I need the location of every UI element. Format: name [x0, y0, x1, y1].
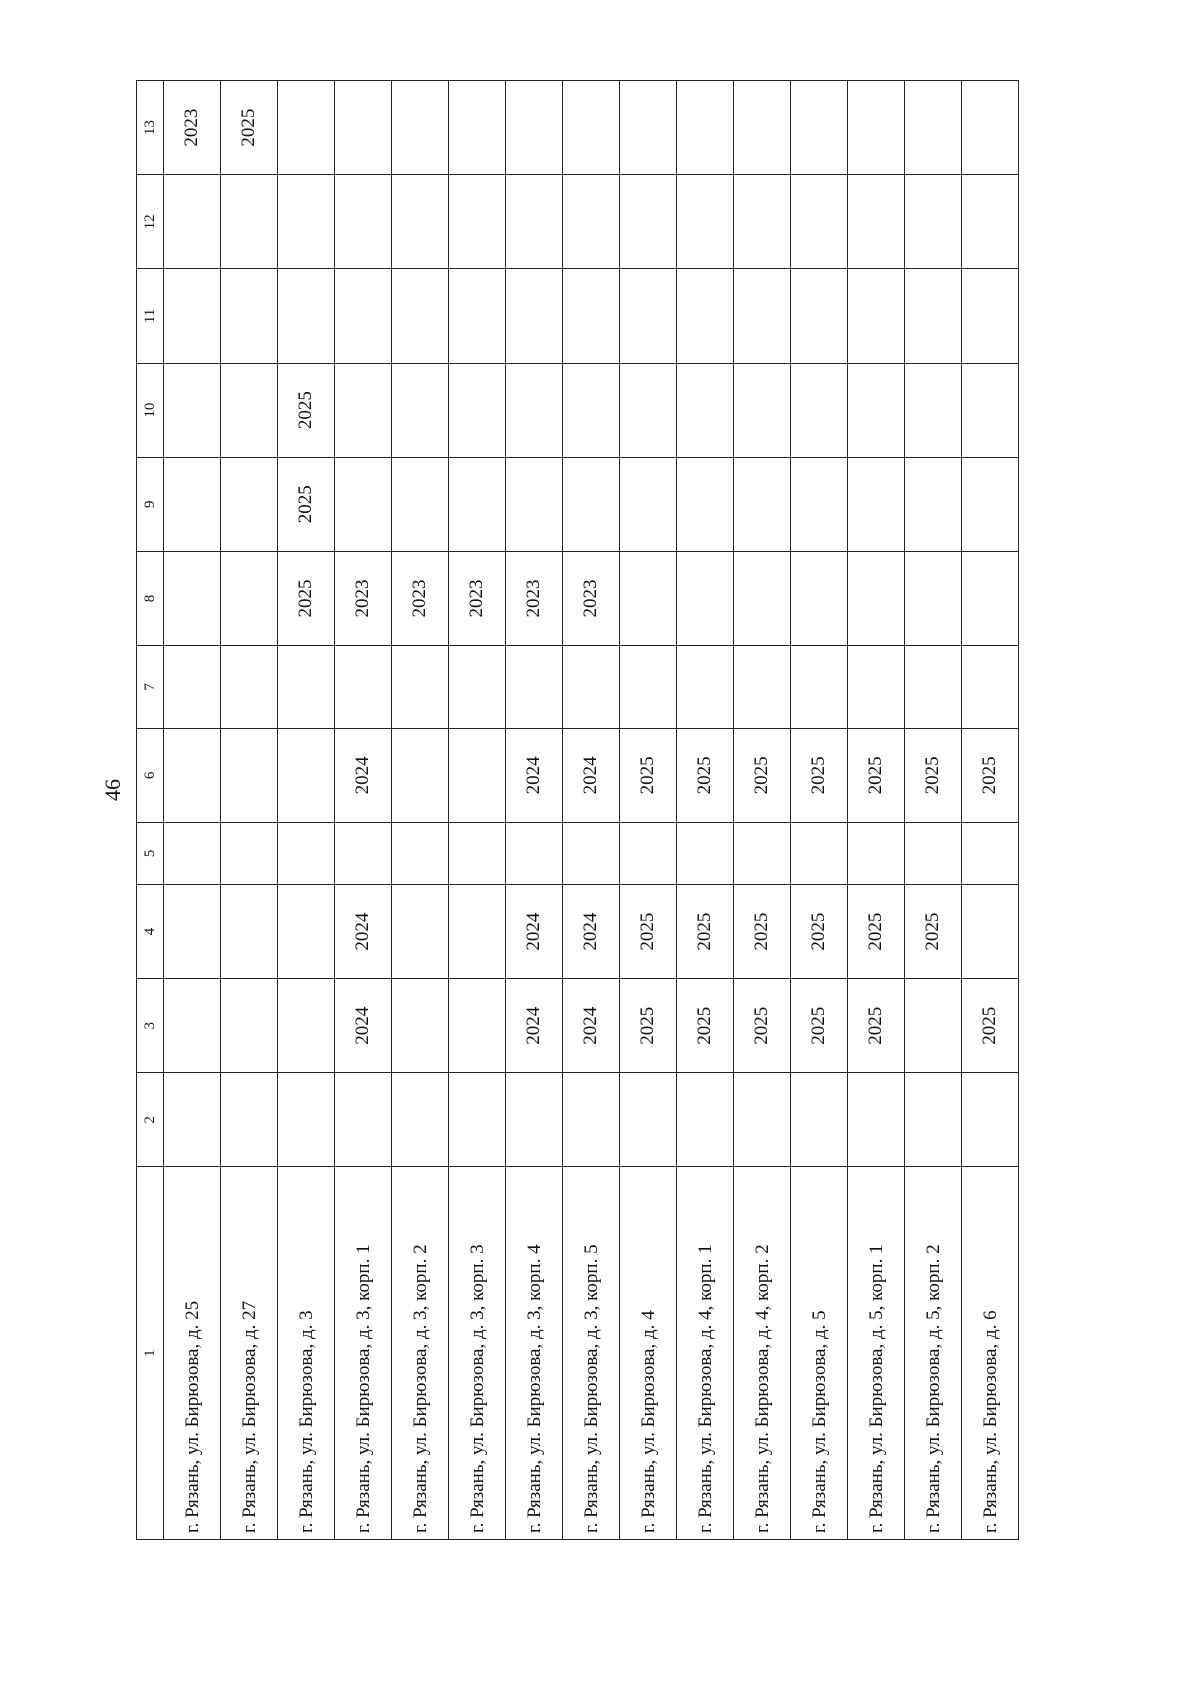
year-cell-col-6: [449, 728, 506, 822]
address-cell: г. Рязань, ул. Бирюзова, д. 3, корп. 5: [563, 1167, 620, 1540]
year-cell-col-7: [392, 646, 449, 729]
column-number-13: 13: [137, 81, 164, 175]
year-cell-col-10: [905, 363, 962, 457]
year-cell-col-9: [221, 457, 278, 551]
column-number-10: 10: [137, 363, 164, 457]
table-row: [734, 81, 791, 1540]
year-cell-col-6: 2025: [620, 728, 677, 822]
year-cell-col-8: 2023: [449, 551, 506, 645]
year-cell-col-4: 2024: [563, 885, 620, 979]
year-cell-col-8: [905, 551, 962, 645]
year-cell-col-6: 2025: [734, 728, 791, 822]
year-cell-col-4: [164, 885, 221, 979]
year-cell-col-13: 2025: [221, 81, 278, 175]
page-number: [100, 770, 126, 810]
address-cell: г. Рязань, ул. Бирюзова, д. 6: [962, 1167, 1019, 1540]
year-cell-col-10: [335, 363, 392, 457]
year-cell-col-4: 2025: [620, 885, 677, 979]
year-cell-col-7: [791, 646, 848, 729]
year-cell-col-6: 2024: [335, 728, 392, 822]
column-number-9: 9: [137, 457, 164, 551]
schedule-table: [136, 80, 1019, 1540]
year-cell-col-5: [449, 822, 506, 884]
year-cell-col-13: [677, 81, 734, 175]
year-cell-col-6: 2024: [506, 728, 563, 822]
year-cell-col-9: [848, 457, 905, 551]
year-cell-col-7: [905, 646, 962, 729]
year-cell-col-5: [392, 822, 449, 884]
address-cell: г. Рязань, ул. Бирюзова, д. 4, корп. 2: [734, 1167, 791, 1540]
year-cell-col-12: [962, 175, 1019, 269]
year-cell-col-13: [335, 81, 392, 175]
year-cell-col-12: [506, 175, 563, 269]
year-cell-col-13: [392, 81, 449, 175]
year-cell-col-12: [221, 175, 278, 269]
year-cell-col-12: [449, 175, 506, 269]
year-cell-col-11: [677, 269, 734, 363]
year-cell-col-9: [392, 457, 449, 551]
year-cell-col-7: [620, 646, 677, 729]
year-cell-col-2: [506, 1073, 563, 1167]
table-row: [791, 81, 848, 1540]
table-row: [278, 81, 335, 1540]
column-number-4: 4: [137, 885, 164, 979]
year-cell-col-9: [335, 457, 392, 551]
year-cell-col-11: [392, 269, 449, 363]
address-cell: г. Рязань, ул. Бирюзова, д. 4: [620, 1167, 677, 1540]
address-cell: г. Рязань, ул. Бирюзова, д. 3, корп. 3: [449, 1167, 506, 1540]
year-cell-col-9: [734, 457, 791, 551]
year-cell-col-2: [848, 1073, 905, 1167]
year-cell-col-4: [962, 885, 1019, 979]
table-body: [164, 81, 1019, 1540]
year-cell-col-5: [962, 822, 1019, 884]
address-cell: г. Рязань, ул. Бирюзова, д. 5, корп. 2: [905, 1167, 962, 1540]
year-cell-col-3: [164, 979, 221, 1073]
table-row: [335, 81, 392, 1540]
column-number-11: 11: [137, 269, 164, 363]
table-row: [620, 81, 677, 1540]
year-cell-col-10: [791, 363, 848, 457]
address-cell: г. Рязань, ул. Бирюзова, д. 3, корп. 2: [392, 1167, 449, 1540]
year-cell-col-3: 2024: [506, 979, 563, 1073]
year-cell-col-6: [164, 728, 221, 822]
year-cell-col-8: [164, 551, 221, 645]
column-number-7: 7: [137, 646, 164, 729]
year-cell-col-2: [335, 1073, 392, 1167]
year-cell-col-12: [563, 175, 620, 269]
year-cell-col-4: [392, 885, 449, 979]
year-cell-col-11: [734, 269, 791, 363]
year-cell-col-8: 2025: [278, 551, 335, 645]
year-cell-col-3: 2025: [791, 979, 848, 1073]
table-row: [905, 81, 962, 1540]
year-cell-col-11: [791, 269, 848, 363]
year-cell-col-8: 2023: [335, 551, 392, 645]
year-cell-col-6: 2025: [962, 728, 1019, 822]
year-cell-col-6: [392, 728, 449, 822]
year-cell-col-6: 2024: [563, 728, 620, 822]
year-cell-col-4: 2025: [734, 885, 791, 979]
table-row: [449, 81, 506, 1540]
year-cell-col-4: 2024: [506, 885, 563, 979]
address-cell: г. Рязань, ул. Бирюзова, д. 25: [164, 1167, 221, 1540]
year-cell-col-3: [905, 979, 962, 1073]
year-cell-col-8: [221, 551, 278, 645]
year-cell-col-2: [620, 1073, 677, 1167]
year-cell-col-13: [848, 81, 905, 175]
schedule-table-container: [136, 80, 1056, 1540]
year-cell-col-7: [278, 646, 335, 729]
address-cell: г. Рязань, ул. Бирюзова, д. 3: [278, 1167, 335, 1540]
address-cell: г. Рязань, ул. Бирюзова, д. 27: [221, 1167, 278, 1540]
column-number-3: 3: [137, 979, 164, 1073]
address-cell: г. Рязань, ул. Бирюзова, д. 4, корп. 1: [677, 1167, 734, 1540]
year-cell-col-11: [620, 269, 677, 363]
year-cell-col-10: [677, 363, 734, 457]
year-cell-col-5: [677, 822, 734, 884]
year-cell-col-4: [221, 885, 278, 979]
year-cell-col-12: [848, 175, 905, 269]
year-cell-col-12: [677, 175, 734, 269]
year-cell-col-11: [563, 269, 620, 363]
page-number-text: 46: [100, 779, 125, 801]
year-cell-col-8: [677, 551, 734, 645]
table-row: [563, 81, 620, 1540]
year-cell-col-2: [278, 1073, 335, 1167]
year-cell-col-3: 2024: [563, 979, 620, 1073]
year-cell-col-3: 2025: [620, 979, 677, 1073]
year-cell-col-6: 2025: [848, 728, 905, 822]
address-cell: г. Рязань, ул. Бирюзова, д. 3, корп. 4: [506, 1167, 563, 1540]
year-cell-col-13: [905, 81, 962, 175]
year-cell-col-13: [278, 81, 335, 175]
year-cell-col-10: [164, 363, 221, 457]
year-cell-col-7: [848, 646, 905, 729]
year-cell-col-13: 2023: [164, 81, 221, 175]
year-cell-col-3: 2025: [734, 979, 791, 1073]
year-cell-col-11: [449, 269, 506, 363]
year-cell-col-11: [221, 269, 278, 363]
year-cell-col-12: [335, 175, 392, 269]
year-cell-col-10: [962, 363, 1019, 457]
year-cell-col-2: [677, 1073, 734, 1167]
year-cell-col-2: [164, 1073, 221, 1167]
year-cell-col-11: [164, 269, 221, 363]
address-cell: г. Рязань, ул. Бирюзова, д. 5: [791, 1167, 848, 1540]
year-cell-col-10: [848, 363, 905, 457]
address-cell: г. Рязань, ул. Бирюзова, д. 5, корп. 1: [848, 1167, 905, 1540]
year-cell-col-9: 2025: [278, 457, 335, 551]
year-cell-col-7: [734, 646, 791, 729]
table-row: [221, 81, 278, 1540]
table-row: [506, 81, 563, 1540]
year-cell-col-11: [962, 269, 1019, 363]
year-cell-col-12: [791, 175, 848, 269]
column-number-1: 1: [137, 1167, 164, 1540]
year-cell-col-9: [905, 457, 962, 551]
year-cell-col-13: [449, 81, 506, 175]
year-cell-col-6: [221, 728, 278, 822]
address-cell: г. Рязань, ул. Бирюзова, д. 3, корп. 1: [335, 1167, 392, 1540]
year-cell-col-3: [221, 979, 278, 1073]
table-row: [164, 81, 221, 1540]
column-number-8: 8: [137, 551, 164, 645]
table-row: [677, 81, 734, 1540]
year-cell-col-2: [791, 1073, 848, 1167]
year-cell-col-9: [677, 457, 734, 551]
year-cell-col-11: [506, 269, 563, 363]
year-cell-col-3: [392, 979, 449, 1073]
year-cell-col-3: 2025: [677, 979, 734, 1073]
year-cell-col-12: [164, 175, 221, 269]
year-cell-col-7: [677, 646, 734, 729]
year-cell-col-12: [734, 175, 791, 269]
year-cell-col-2: [392, 1073, 449, 1167]
year-cell-col-4: 2025: [905, 885, 962, 979]
table-row: [848, 81, 905, 1540]
year-cell-col-10: [221, 363, 278, 457]
year-cell-col-12: [278, 175, 335, 269]
column-number-5: 5: [137, 822, 164, 884]
year-cell-col-7: [449, 646, 506, 729]
year-cell-col-9: [791, 457, 848, 551]
year-cell-col-10: [449, 363, 506, 457]
year-cell-col-8: [962, 551, 1019, 645]
year-cell-col-10: [620, 363, 677, 457]
year-cell-col-8: [734, 551, 791, 645]
year-cell-col-3: 2025: [848, 979, 905, 1073]
year-cell-col-13: [962, 81, 1019, 175]
year-cell-col-4: 2025: [791, 885, 848, 979]
year-cell-col-4: 2024: [335, 885, 392, 979]
year-cell-col-11: [848, 269, 905, 363]
year-cell-col-7: [506, 646, 563, 729]
year-cell-col-2: [563, 1073, 620, 1167]
year-cell-col-9: [620, 457, 677, 551]
year-cell-col-13: [506, 81, 563, 175]
year-cell-col-9: [962, 457, 1019, 551]
year-cell-col-2: [962, 1073, 1019, 1167]
year-cell-col-12: [392, 175, 449, 269]
year-cell-col-7: [221, 646, 278, 729]
year-cell-col-5: [848, 822, 905, 884]
year-cell-col-5: [905, 822, 962, 884]
year-cell-col-11: [905, 269, 962, 363]
year-cell-col-13: [620, 81, 677, 175]
year-cell-col-2: [221, 1073, 278, 1167]
year-cell-col-5: [506, 822, 563, 884]
year-cell-col-8: [848, 551, 905, 645]
year-cell-col-11: [335, 269, 392, 363]
column-number-row: [137, 81, 164, 1540]
year-cell-col-7: [962, 646, 1019, 729]
year-cell-col-3: 2025: [962, 979, 1019, 1073]
year-cell-col-5: [734, 822, 791, 884]
year-cell-col-3: [449, 979, 506, 1073]
year-cell-col-8: 2023: [506, 551, 563, 645]
column-number-12: 12: [137, 175, 164, 269]
year-cell-col-12: [620, 175, 677, 269]
year-cell-col-8: [791, 551, 848, 645]
year-cell-col-10: [506, 363, 563, 457]
year-cell-col-4: 2025: [848, 885, 905, 979]
year-cell-col-9: [164, 457, 221, 551]
year-cell-col-5: [563, 822, 620, 884]
year-cell-col-13: [563, 81, 620, 175]
year-cell-col-2: [905, 1073, 962, 1167]
year-cell-col-5: [221, 822, 278, 884]
year-cell-col-4: [278, 885, 335, 979]
year-cell-col-6: 2025: [791, 728, 848, 822]
column-number-2: 2: [137, 1073, 164, 1167]
year-cell-col-10: [563, 363, 620, 457]
year-cell-col-7: [164, 646, 221, 729]
year-cell-col-10: 2025: [278, 363, 335, 457]
year-cell-col-6: [278, 728, 335, 822]
year-cell-col-11: [278, 269, 335, 363]
year-cell-col-10: [734, 363, 791, 457]
year-cell-col-4: [449, 885, 506, 979]
year-cell-col-7: [563, 646, 620, 729]
year-cell-col-9: [449, 457, 506, 551]
year-cell-col-6: 2025: [677, 728, 734, 822]
year-cell-col-2: [449, 1073, 506, 1167]
year-cell-col-3: [278, 979, 335, 1073]
year-cell-col-4: 2025: [677, 885, 734, 979]
year-cell-col-5: [278, 822, 335, 884]
year-cell-col-12: [905, 175, 962, 269]
year-cell-col-5: [791, 822, 848, 884]
year-cell-col-13: [734, 81, 791, 175]
column-number-6: 6: [137, 728, 164, 822]
year-cell-col-8: 2023: [392, 551, 449, 645]
year-cell-col-9: [506, 457, 563, 551]
year-cell-col-3: 2024: [335, 979, 392, 1073]
year-cell-col-5: [164, 822, 221, 884]
year-cell-col-9: [563, 457, 620, 551]
year-cell-col-13: [791, 81, 848, 175]
year-cell-col-8: [620, 551, 677, 645]
year-cell-col-5: [620, 822, 677, 884]
year-cell-col-10: [392, 363, 449, 457]
year-cell-col-5: [335, 822, 392, 884]
year-cell-col-2: [734, 1073, 791, 1167]
year-cell-col-6: 2025: [905, 728, 962, 822]
table-row: [962, 81, 1019, 1540]
table-row: [392, 81, 449, 1540]
year-cell-col-7: [335, 646, 392, 729]
year-cell-col-8: 2023: [563, 551, 620, 645]
